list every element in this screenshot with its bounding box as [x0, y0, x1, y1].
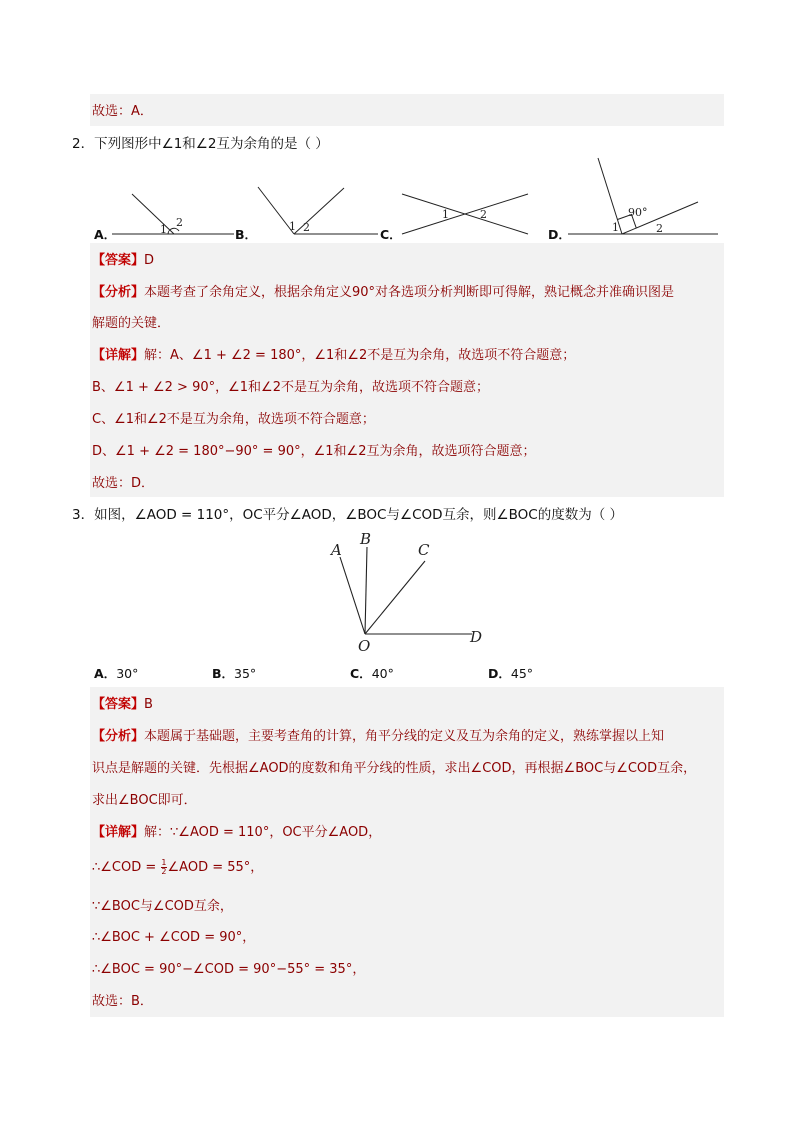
q2-option-c: C．	[380, 227, 402, 242]
q3-detail-text-1: 解：∵∠AOD = 110°，OC平分∠AOD，	[144, 825, 382, 840]
ray-ob	[365, 547, 367, 634]
q3-stem	[72, 506, 623, 524]
q3-detail-tag: 【详解】	[92, 825, 145, 840]
q3-figure	[320, 527, 500, 657]
label-a: A	[331, 541, 342, 559]
q3-analysis-line-3: 求出∠BOC即可．	[92, 793, 197, 808]
solution-block-q1	[90, 94, 724, 126]
q2-analysis-line-1	[92, 284, 674, 302]
q1-conclusion: 故选：A．	[92, 104, 153, 119]
q3-option-d	[488, 664, 533, 682]
q3-question: 如图，∠AOD = 110°，OC平分∠AOD，∠BOC与∠COD互余，则∠BOC的度数为（ ）	[94, 507, 623, 523]
fraction-denominator: 2	[161, 867, 167, 876]
q2-detail-line-2: B、∠1 + ∠2 > 90°，∠1和∠2不是互为余角，故选项不符合题意；	[92, 380, 489, 395]
q3-option-a-value: 30°	[116, 666, 139, 681]
label-b: B	[360, 530, 372, 548]
q3-analysis-line-2: 识点是解题的关键．先根据∠AOD的度数和角平分线的性质，求出∠COD，再根据∠BOC与∠COD互余，	[92, 761, 697, 776]
q3-analysis-text-1: 本题属于基础题，主要考查角的计算，角平分线的定义及互为余角的定义，熟练掌握以上知	[144, 729, 665, 744]
q3-option-a	[94, 664, 138, 682]
fraction-numerator: 1	[161, 858, 167, 867]
fig-d-label-1: 1	[612, 221, 619, 234]
q3-option-a-key: A．	[94, 666, 117, 681]
q3-option-b	[212, 664, 256, 682]
q2-analysis-text-1: 本题考查了余角定义，根据余角定义90°对各选项分析判断即可得解，熟记概念并准确识图是	[144, 285, 675, 300]
fig-b-ray-right	[294, 188, 344, 234]
q2-figures	[90, 152, 730, 244]
q2-detail-text-1: 解：A、∠1 + ∠2 = 180°，∠1和∠2不是互为余角，故选项不符合题意；	[144, 348, 576, 363]
q2-answer-tag: 【答案】	[92, 253, 145, 268]
fig-a-label-1: 1	[160, 223, 167, 236]
q2-conclusion: 故选：D．	[92, 476, 155, 491]
q3-option-d-key: D．	[488, 666, 511, 681]
q3-option-d-value: 45°	[510, 666, 534, 681]
fig-c-label-2: 2	[480, 208, 487, 221]
q3-option-c-value: 40°	[371, 666, 394, 681]
q3-analysis-tag: 【分析】	[92, 729, 145, 744]
fig-c-label-1: 1	[442, 208, 449, 221]
q2-analysis-tag: 【分析】	[92, 285, 145, 300]
q2-detail-line-3: C、∠1和∠2不是互为余角，故选项不符合题意；	[92, 412, 375, 427]
label-o: O	[358, 637, 371, 655]
q2-option-b: B．	[235, 227, 258, 242]
q2-answer-value: D	[144, 253, 155, 268]
q2-detail-tag: 【详解】	[92, 348, 145, 363]
fig-b-label-1: 1	[289, 220, 296, 233]
q2-number: 2．	[72, 136, 95, 152]
q3-detail-line-4: ∴∠BOC + ∠COD = 90°，	[92, 930, 256, 945]
q3-analysis-line-1	[92, 728, 664, 746]
fig-a-ray	[132, 194, 174, 234]
q2-option-a: A．	[94, 227, 117, 242]
ray-oc	[365, 561, 425, 634]
q2-detail-line-1	[92, 347, 575, 365]
q2-question: 下列图形中∠1和∠2互为余角的是（ ）	[94, 136, 329, 152]
q3-option-c	[350, 664, 394, 682]
q3-detail-2-pre: ∴∠COD =	[92, 860, 157, 875]
q3-answer	[92, 696, 153, 714]
fig-b-label-2: 2	[303, 221, 310, 234]
q3-answer-value: B	[144, 697, 153, 712]
q2-analysis-line-2: 解题的关键．	[92, 316, 171, 331]
q2-stem	[72, 135, 329, 153]
q2-detail-line-4: D、∠1 + ∠2 = 180°−90° = 90°，∠1和∠2互为余角，故选项符合题意；	[92, 444, 536, 459]
q3-detail-line-5: ∴∠BOC = 90°−∠COD = 90°−55° = 35°，	[92, 962, 366, 977]
q3-detail-2-post: ∠AOD = 55°，	[167, 860, 264, 875]
fraction-one-half	[161, 859, 166, 876]
fig-d-label-2: 2	[656, 222, 663, 235]
fig-d-label-90: 90°	[628, 206, 648, 219]
q2-option-d: D．	[548, 227, 571, 242]
q3-detail-line-1	[92, 824, 381, 842]
ray-oa	[340, 557, 365, 634]
fig-a-label-2: 2	[176, 216, 183, 229]
label-d: D	[470, 628, 483, 646]
q2-answer	[92, 252, 154, 270]
q3-number: 3．	[72, 507, 95, 523]
q3-answer-tag: 【答案】	[92, 697, 145, 712]
q3-detail-line-3: ∵∠BOC与∠COD互余，	[92, 899, 233, 914]
q3-option-b-key: B．	[212, 666, 235, 681]
q3-conclusion: 故选：B．	[92, 994, 153, 1009]
label-c: C	[418, 541, 430, 559]
q3-detail-line-2	[92, 859, 263, 877]
q3-option-b-value: 35°	[234, 666, 257, 681]
q3-option-c-key: C．	[350, 666, 372, 681]
